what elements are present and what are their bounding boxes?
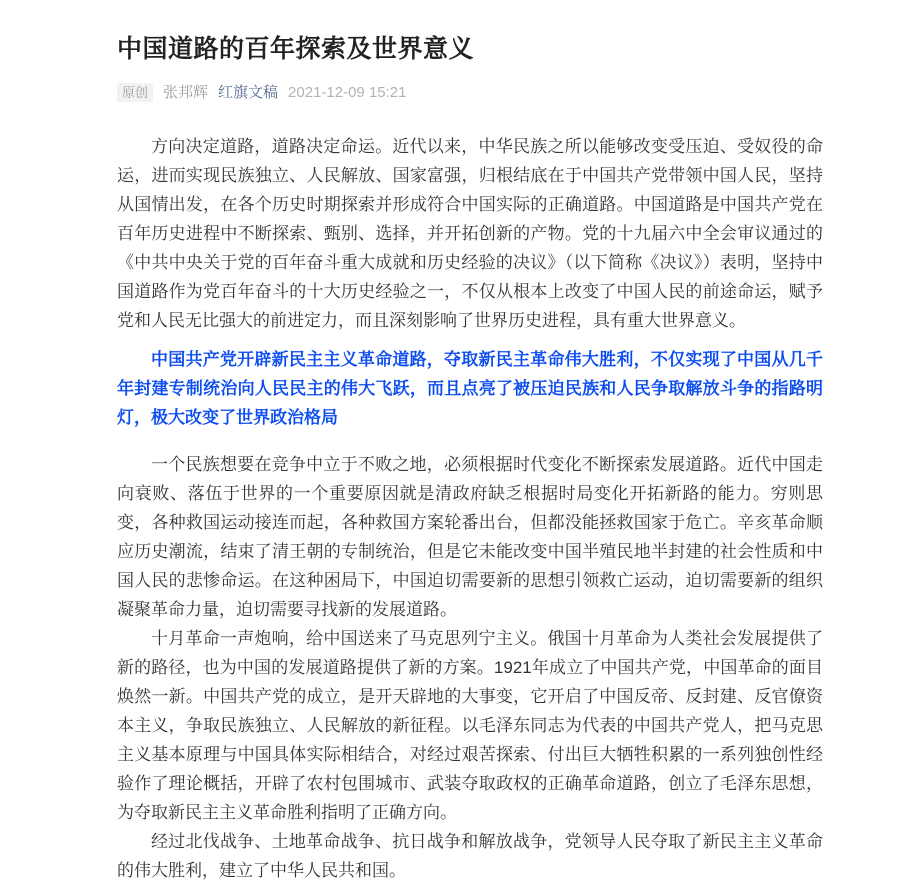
section-heading: 中国共产党开辟新民主主义革命道路，夺取新民主革命伟大胜利，不仅实现了中国从几千年封建专制统治向人民民主的伟大飞跃，而且点亮了被压迫民族和人民争取解放斗争的指路明灯，极大改变了世界政治格局 <box>117 349 823 427</box>
article-page <box>0 33 823 885</box>
author-name: 张邦辉 <box>163 83 209 101</box>
article-title: 中国道路的百年探索及世界意义 <box>117 35 475 63</box>
account-link[interactable]: 红旗文稿 <box>218 83 279 101</box>
original-badge: 原创 <box>117 83 153 102</box>
paragraph-3: 十月革命一声炮响，给中国送来了马克思列宁主义。俄国十月革命为人类社会发展提供了新的路径，也为中国的发展道路提供了新的方案。1921年成立了中国共产党，中国革命的面目焕然一新。中国共产党的成立，是开天辟地的大事变，它开启了中国反帝、反封建、反官僚资本主义，争取民族独立、人民解放的新征程。以毛泽东同志为代表的中国共产党人，把马克思主义基本原理与中国具体实际相结合，对经过艰苦探索、付出巨大牺牲积累的一系列独创性经验作了理论概括，开辟了农村包围城市、武装夺取政权的正确革命道路，创立了毛泽东思想，为夺取新民主主义革命胜利指明了正确方向。 <box>117 628 823 822</box>
article-content <box>117 132 823 885</box>
article-byline <box>117 82 823 103</box>
paragraph-1: 方向决定道路，道路决定命运。近代以来，中华民族之所以能够改变受压迫、受奴役的命运，进而实现民族独立、人民解放、国家富强，归根结底在于中国共产党带领中国人民，坚持从国情出发，在各个历史时期探索并形成符合中国实际的正确道路。中国道路是中国共产党在百年历史进程中不断探索、甄别、选择，并开拓创新的产物。党的十九届六中全会审议通过的《中共中央关于党的百年奋斗重大成就和历史经验的决议》（以下简称《决议》）表明，坚持中国道路作为党百年奋斗的十大历史经验之一，不仅从根本上改变了中国人民的前途命运，赋予党和人民无比强大的前进定力，而且深刻影响了世界历史进程，具有重大世界意义。 <box>117 136 823 330</box>
paragraph-2: 一个民族想要在竞争中立于不败之地，必须根据时代变化不断探索发展道路。近代中国走向衰败、落伍于世界的一个重要原因就是清政府缺乏根据时局变化开拓新路的能力。穷则思变，各种救国运动接连而起，各种救国方案轮番出台，但都没能拯救国家于危亡。辛亥革命顺应历史潮流，结束了清王朝的专制统治，但是它未能改变中国半殖民地半封建的社会性质和中国人民的悲惨命运。在这种困局下，中国迫切需要新的思想引领救亡运动，迫切需要新的组织凝聚革命力量，迫切需要寻找新的发展道路。 <box>117 454 823 619</box>
publish-datetime: 2021-12-09 15:21 <box>288 83 407 101</box>
paragraph-clipped: 经过北伐战争、土地革命战争、抗日战争和解放战争，党领导人民夺取了新民主主义革命的伟大胜利，建立了中华人民共和国。 <box>117 831 823 880</box>
